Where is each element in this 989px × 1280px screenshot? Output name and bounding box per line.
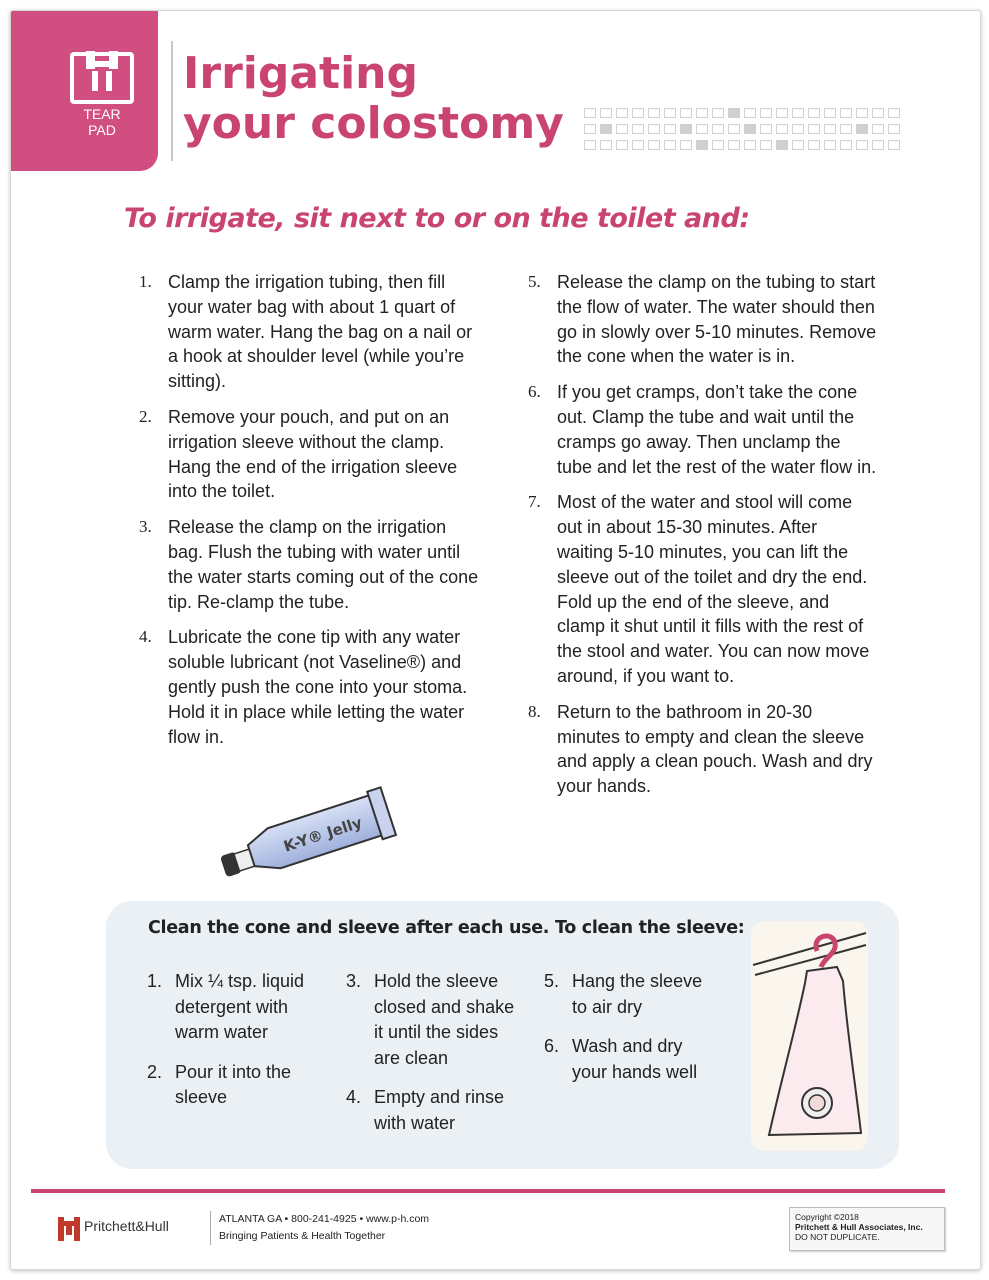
- grid-cell: [664, 108, 676, 118]
- grid-cell: [680, 124, 692, 134]
- grid-cell: [616, 124, 628, 134]
- grid-cell: [792, 140, 804, 150]
- grid-cell: [648, 140, 660, 150]
- grid-cell: [664, 124, 676, 134]
- footer-divider: [31, 1189, 945, 1193]
- grid-cell: [776, 108, 788, 118]
- copyright-line-2: Pritchett & Hull Associates, Inc.: [795, 1222, 923, 1232]
- page-title: [183, 49, 564, 149]
- grid-cell: [648, 108, 660, 118]
- grid-cell: [616, 108, 628, 118]
- grid-cell: [584, 108, 596, 118]
- step-text: Release the clamp on the tubing to start the flow of water. The water should then go in slowly over 5-10 minutes. Remove the cone when the water is in.: [557, 272, 877, 367]
- tear-pad-logo-icon: [69, 51, 135, 105]
- grid-cell: [600, 140, 612, 150]
- clean-step-text: Hang the sleeve to air dry: [572, 971, 703, 1017]
- footer-vertical-divider: [210, 1211, 211, 1245]
- step-text: Most of the water and stool will come out in about 15-30 minutes. After waiting 5-10 minutes, you can lift the sleeve out of the toilet and dry the end. Fold up the end of the sleeve, and clamp it shut until it fills with the rest of the stool and water. You can now move around, if you want to.: [557, 492, 870, 686]
- grid-cell: [776, 124, 788, 134]
- grid-cell: [824, 108, 836, 118]
- grid-cell: [680, 108, 692, 118]
- step-1: [139, 270, 479, 394]
- step-number: 7.: [528, 492, 541, 512]
- grid-cell: [600, 108, 612, 118]
- step-number: 5.: [528, 272, 541, 291]
- clean-step-2: [147, 1060, 317, 1111]
- step-8: [528, 700, 878, 799]
- grid-cell: [888, 140, 900, 150]
- tear-pad-badge: [11, 11, 158, 171]
- grid-cell: [712, 124, 724, 134]
- clean-step-number: 5.: [544, 971, 560, 991]
- step-text: Clamp the irrigation tubing, then fill your water bag with about 1 quart of warm water. Hang the bag on a nail or a hook at shoulder level (while you’re sitting).: [168, 272, 473, 392]
- grid-cell: [584, 140, 596, 150]
- grid-cell: [792, 124, 804, 134]
- cleaning-heading: Clean the cone and sleeve after each use. To clean the sleeve:: [148, 918, 745, 938]
- grid-cell: [824, 124, 836, 134]
- grid-cell: [728, 140, 740, 150]
- grid-cell: [872, 124, 884, 134]
- grid-cell: [888, 108, 900, 118]
- title-line-2: your colostomy: [183, 98, 564, 149]
- clean-step-text: Pour it into the sleeve: [175, 1061, 292, 1107]
- clean-step-number: 1.: [147, 971, 163, 991]
- step-text: Lubricate the cone tip with any water soluble lubricant (not Vaseline®) and gently push the cone into your stoma. Hold it in place while letting the water flow in.: [168, 627, 468, 747]
- clean-step-text: Empty and rinse with water: [374, 1087, 505, 1133]
- tube-label: K-Y® Jelly: [281, 813, 365, 856]
- grid-cell: [760, 140, 772, 150]
- grid-cell: [808, 124, 820, 134]
- steps-column-right: [528, 270, 878, 810]
- clean-step-6: [544, 1034, 714, 1085]
- grid-cell: [744, 124, 756, 134]
- clean-step-4: [346, 1085, 526, 1136]
- grid-cell: [840, 124, 852, 134]
- copyright-line-1: Copyright ©2018: [795, 1212, 859, 1222]
- grid-cell: [856, 140, 868, 150]
- grid-cell: [744, 140, 756, 150]
- step-text: Remove your pouch, and put on an irrigation sleeve without the clamp. Hang the end of the irrigation sleeve into the toilet.: [168, 406, 458, 502]
- lubricant-tube-image: [209, 777, 399, 877]
- grid-cell: [696, 108, 708, 118]
- tear-label: TEAR: [83, 106, 121, 122]
- grid-cell: [632, 140, 644, 150]
- grid-cell: [840, 108, 852, 118]
- clean-step-number: 6.: [544, 1036, 560, 1056]
- grid-cell: [792, 108, 804, 118]
- grid-cell: [728, 108, 740, 118]
- step-number: 1.: [139, 272, 152, 291]
- clean-step-text: Mix ¼ tsp. liquid detergent with warm water: [175, 971, 305, 1042]
- clean-step-number: 4.: [346, 1087, 362, 1107]
- steps-column-left: [139, 270, 479, 760]
- copyright-box: [789, 1207, 945, 1251]
- grid-cell: [696, 124, 708, 134]
- pad-label: PAD: [88, 122, 116, 138]
- clean-step-3: [346, 969, 526, 1071]
- step-7: [528, 490, 878, 688]
- grid-cell: [776, 140, 788, 150]
- grid-cell: [632, 124, 644, 134]
- step-number: 8.: [528, 701, 541, 721]
- grid-cell: [824, 140, 836, 150]
- grid-cell: [888, 124, 900, 134]
- contact-line: ATLANTA GA • 800-241-4925 • www.p-h.com: [219, 1213, 430, 1225]
- clean-step-number: 2.: [147, 1061, 163, 1082]
- grid-cell: [632, 108, 644, 118]
- grid-cell: [856, 108, 868, 118]
- pritchett-hull-logo-icon: [56, 1215, 84, 1243]
- step-number: 3.: [139, 517, 152, 537]
- grid-cell: [680, 140, 692, 150]
- title-line-1: Irrigating: [183, 48, 418, 99]
- grid-cell: [584, 124, 596, 134]
- grid-cell: [648, 124, 660, 134]
- copyright-line-3: DO NOT DUPLICATE.: [795, 1232, 880, 1242]
- handout-page: [10, 10, 981, 1270]
- step-3: [139, 515, 479, 614]
- grid-cell: [760, 108, 772, 118]
- tear-pad-label: [75, 106, 129, 138]
- cleaning-panel: [106, 901, 899, 1169]
- grid-cell: [712, 108, 724, 118]
- clean-step-text: Wash and dry your hands well: [572, 1036, 698, 1082]
- grid-cell: [616, 140, 628, 150]
- grid-cell: [872, 108, 884, 118]
- step-6: [528, 380, 878, 479]
- clean-step-5: [544, 969, 714, 1020]
- clean-step-number: 3.: [346, 971, 362, 991]
- step-2: [139, 405, 479, 504]
- step-text: Return to the bathroom in 20-30 minutes to empty and clean the sleeve and apply a clean pouch. Wash and dry your hands.: [557, 701, 873, 797]
- grid-cell: [696, 140, 708, 150]
- grid-cell: [856, 124, 868, 134]
- brand-name: Pritchett&Hull: [84, 1218, 169, 1234]
- grid-cell: [600, 124, 612, 134]
- tagline: Bringing Patients & Health Together: [219, 1230, 386, 1242]
- grid-cell: [744, 108, 756, 118]
- cleaning-column-1: [147, 969, 317, 1125]
- step-text: Release the clamp on the irrigation bag. Flush the tubing with water until the water starts coming out of the cone tip. Re-clamp the tube.: [168, 517, 479, 612]
- step-number: 6.: [528, 382, 541, 402]
- step-text: If you get cramps, don’t take the cone out. Clamp the tube and wait until the cramps go away. Then unclamp the tube and let the rest of the water flow in.: [557, 382, 877, 477]
- step-5: [528, 270, 878, 369]
- cleaning-column-2: [346, 969, 526, 1150]
- grid-cell: [840, 140, 852, 150]
- cleaning-column-3: [544, 969, 714, 1099]
- grid-cell: [808, 108, 820, 118]
- grid-cell: [728, 124, 740, 134]
- grid-cell: [664, 140, 676, 150]
- grid-cell: [808, 140, 820, 150]
- clean-step-1: [147, 969, 317, 1046]
- grid-cell: [872, 140, 884, 150]
- step-number: 2.: [139, 406, 152, 426]
- step-number: 4.: [139, 627, 152, 647]
- grid-cell: [760, 124, 772, 134]
- header-divider: [171, 41, 173, 161]
- step-4: [139, 625, 479, 749]
- instructions-heading: To irrigate, sit next to or on the toilet and:: [124, 203, 750, 234]
- hanging-sleeve-image: [751, 921, 868, 1151]
- clean-step-text: Hold the sleeve closed and shake it until the sides are clean: [374, 971, 515, 1068]
- grid-cell: [712, 140, 724, 150]
